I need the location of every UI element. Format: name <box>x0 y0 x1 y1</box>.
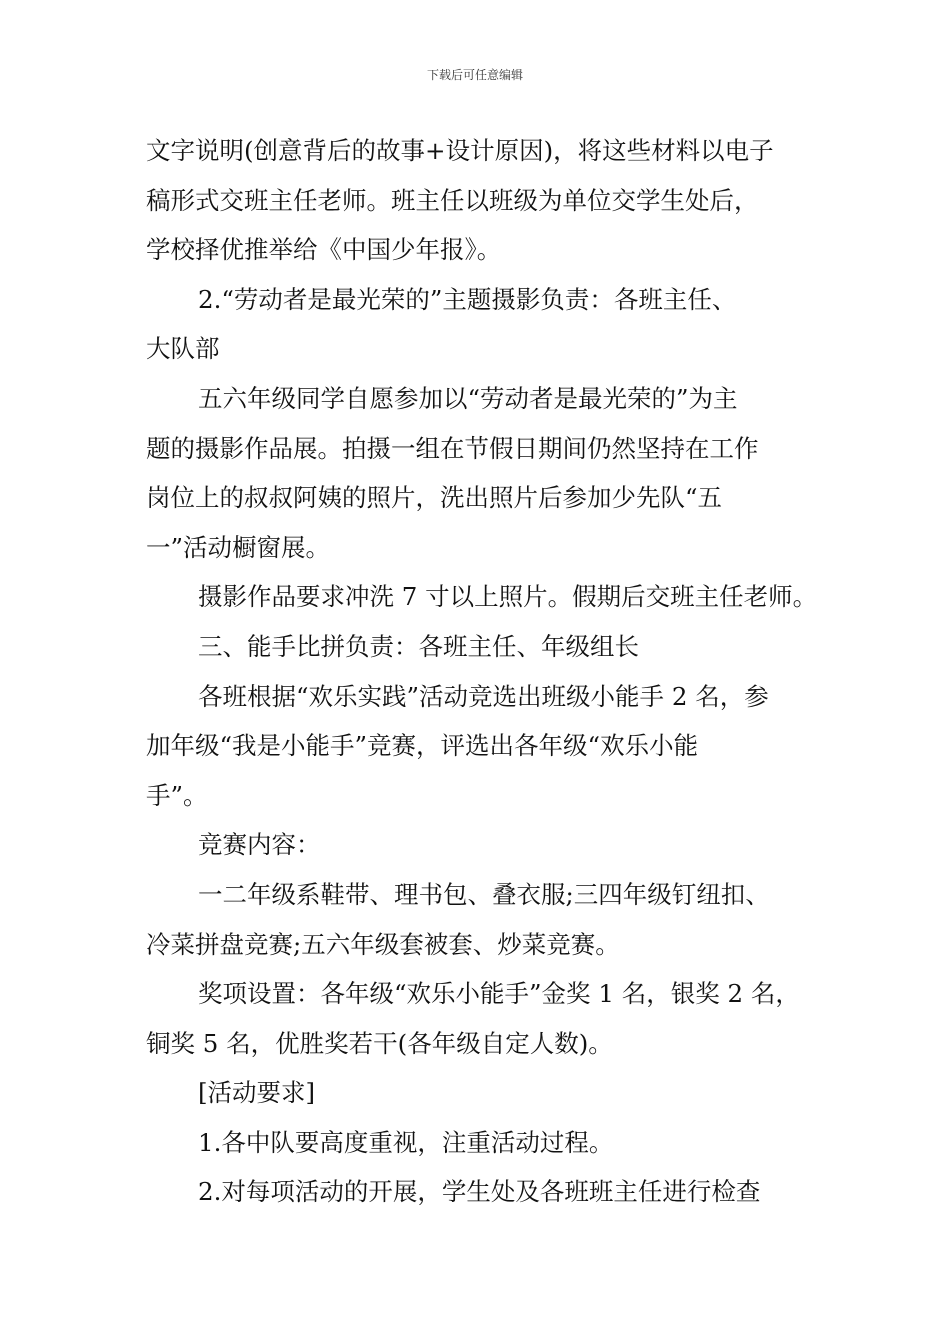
text-line: 竞赛内容： <box>198 830 321 860</box>
text-line: 铜奖 5 名，优胜奖若干(各年级自定人数)。 <box>146 1028 613 1058</box>
text-line: 各班根据“欢乐实践”活动竞选出班级小能手 2 名，参 <box>198 681 769 711</box>
text-line: 摄影作品要求冲洗 7 寸以上照片。假期后交班主任老师。 <box>198 582 818 612</box>
text-line: 手”。 <box>146 780 208 810</box>
page-header: 下载后可任意编辑 <box>426 68 523 82</box>
text-line: 大队部 <box>146 334 220 364</box>
text-line: 2.“劳动者是最光荣的”主题摄影负责：各班主任、 <box>198 284 737 314</box>
text-line: [活动要求] <box>198 1078 316 1108</box>
text-line: 2.对每项活动的开展，学生处及各班班主任进行检查 <box>198 1177 761 1207</box>
text-line: 文字说明(创意背后的故事+设计原因)，将这些材料以电子 <box>146 136 774 165</box>
document-body <box>146 126 818 1217</box>
text-line: 题的摄影作品展。拍摄一组在节假日期间仍然坚持在工作 <box>146 433 759 463</box>
text-line: 岗位上的叔叔阿姨的照片，洗出照片后参加少先队“五 <box>146 483 723 513</box>
text-line: 稿形式交班主任老师。班主任以班级为单位交学生处后， <box>146 185 759 215</box>
text-line: 加年级“我是小能手”竞赛，评选出各年级“欢乐小能 <box>146 731 699 761</box>
text-line: 冷菜拼盘竞赛;五六年级套被套、炒菜竞赛。 <box>146 929 620 959</box>
text-line: 1.各中队要高度重视，注重活动过程。 <box>198 1127 614 1157</box>
text-line: 一”活动橱窗展。 <box>146 532 331 562</box>
text-line: 学校择优推举给《中国少年报》。 <box>146 235 502 265</box>
text-line: 奖项设置：各年级“欢乐小能手”金奖 1 名，银奖 2 名， <box>198 979 800 1009</box>
text-line: 五六年级同学自愿参加以“劳动者是最光荣的”为主 <box>198 383 738 413</box>
text-line: 三、能手比拼负责：各班主任、年级组长 <box>198 631 639 661</box>
text-line: 一二年级系鞋带、理书包、叠衣服;三四年级钉纽扣、 <box>198 879 770 909</box>
